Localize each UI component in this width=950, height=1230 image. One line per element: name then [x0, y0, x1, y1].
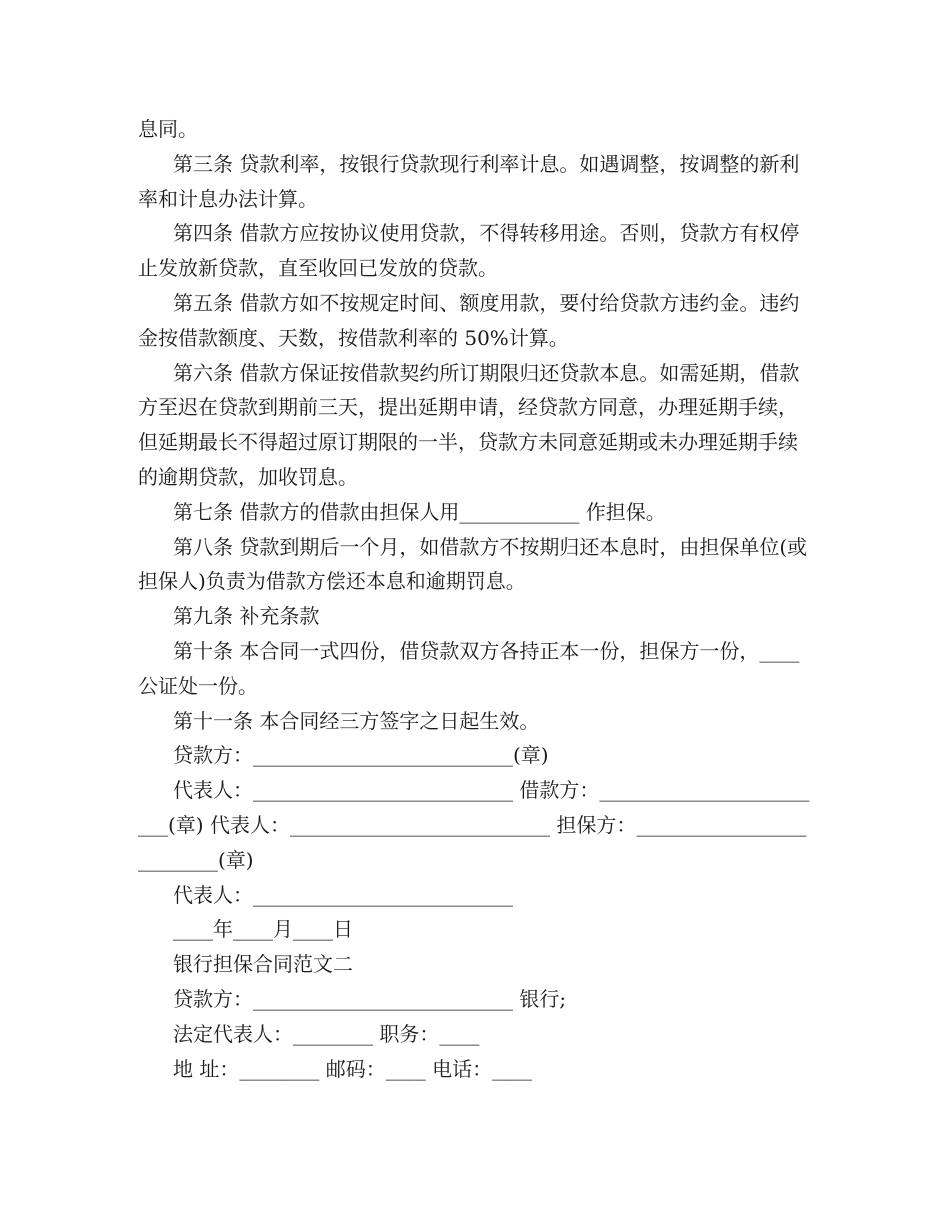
signature-block-parties: 代表人：__________________________ 借款方：________________________(章) 代表人：__________________________ 担保方：_________________________(章)	[138, 778, 810, 872]
article-3-interest-rate: 第三条 贷款利率，按银行贷款现行利率计息。如遇调整，按调整的新利率和计息办法计算。	[138, 151, 800, 211]
article-6-repayment: 第六条 借款方保证按借款契约所订期限归还贷款本息。如需延期，借款方至迟在贷款到期前三天，提出延期申请，经贷款方同意，办理延期手续，但延期最长不得超过原订期限的一半，贷款方未同意延期或未办理延期手续的逾期贷款，加收罚息。	[138, 360, 800, 489]
article-7-guarantee: 第七条 借款方的借款由担保人用____________ 作担保。	[173, 499, 666, 524]
field-legal-representative: 法定代表人：________ 职务：____	[173, 1021, 480, 1046]
paragraph-continuation: 息同。	[138, 117, 198, 141]
article-4-loan-use: 第四条 借款方应按协议使用贷款，不得转移用途。否则，贷款方有权停止发放新贷款，直至收回已发放的贷款。	[138, 221, 800, 281]
document-page	[138, 112, 814, 1086]
section-title-sample-two: 银行担保合同范文二	[173, 952, 353, 977]
article-10-copies: 第十条 本合同一式四份，借贷款双方各持正本一份，担保方一份，____ 公证处一份。	[138, 638, 806, 698]
article-5-penalty: 第五条 借款方如不按规定时间、额度用款，要付给贷款方违约金。违约金按借款额度、天数，按借款利率的 50%计算。	[138, 290, 800, 350]
article-9-supplementary: 第九条 补充条款	[173, 604, 320, 629]
signature-lender: 贷款方：__________________________(章)	[173, 743, 549, 768]
signature-date: ____年____月____日	[173, 917, 353, 942]
field-lender-bank: 贷款方：__________________________ 银行;	[173, 986, 567, 1011]
signature-representative: 代表人：__________________________	[173, 882, 513, 907]
field-address-contact: 地 址：________ 邮码：____ 电话：____	[173, 1056, 533, 1081]
article-8-guarantor-liability: 第八条 贷款到期后一个月，如借款方不按期归还本息时，由担保单位(或担保人)负责为借款方偿还本息和逾期罚息。	[138, 534, 808, 594]
article-11-effective: 第十一条 本合同经三方签字之日起生效。	[173, 708, 540, 733]
